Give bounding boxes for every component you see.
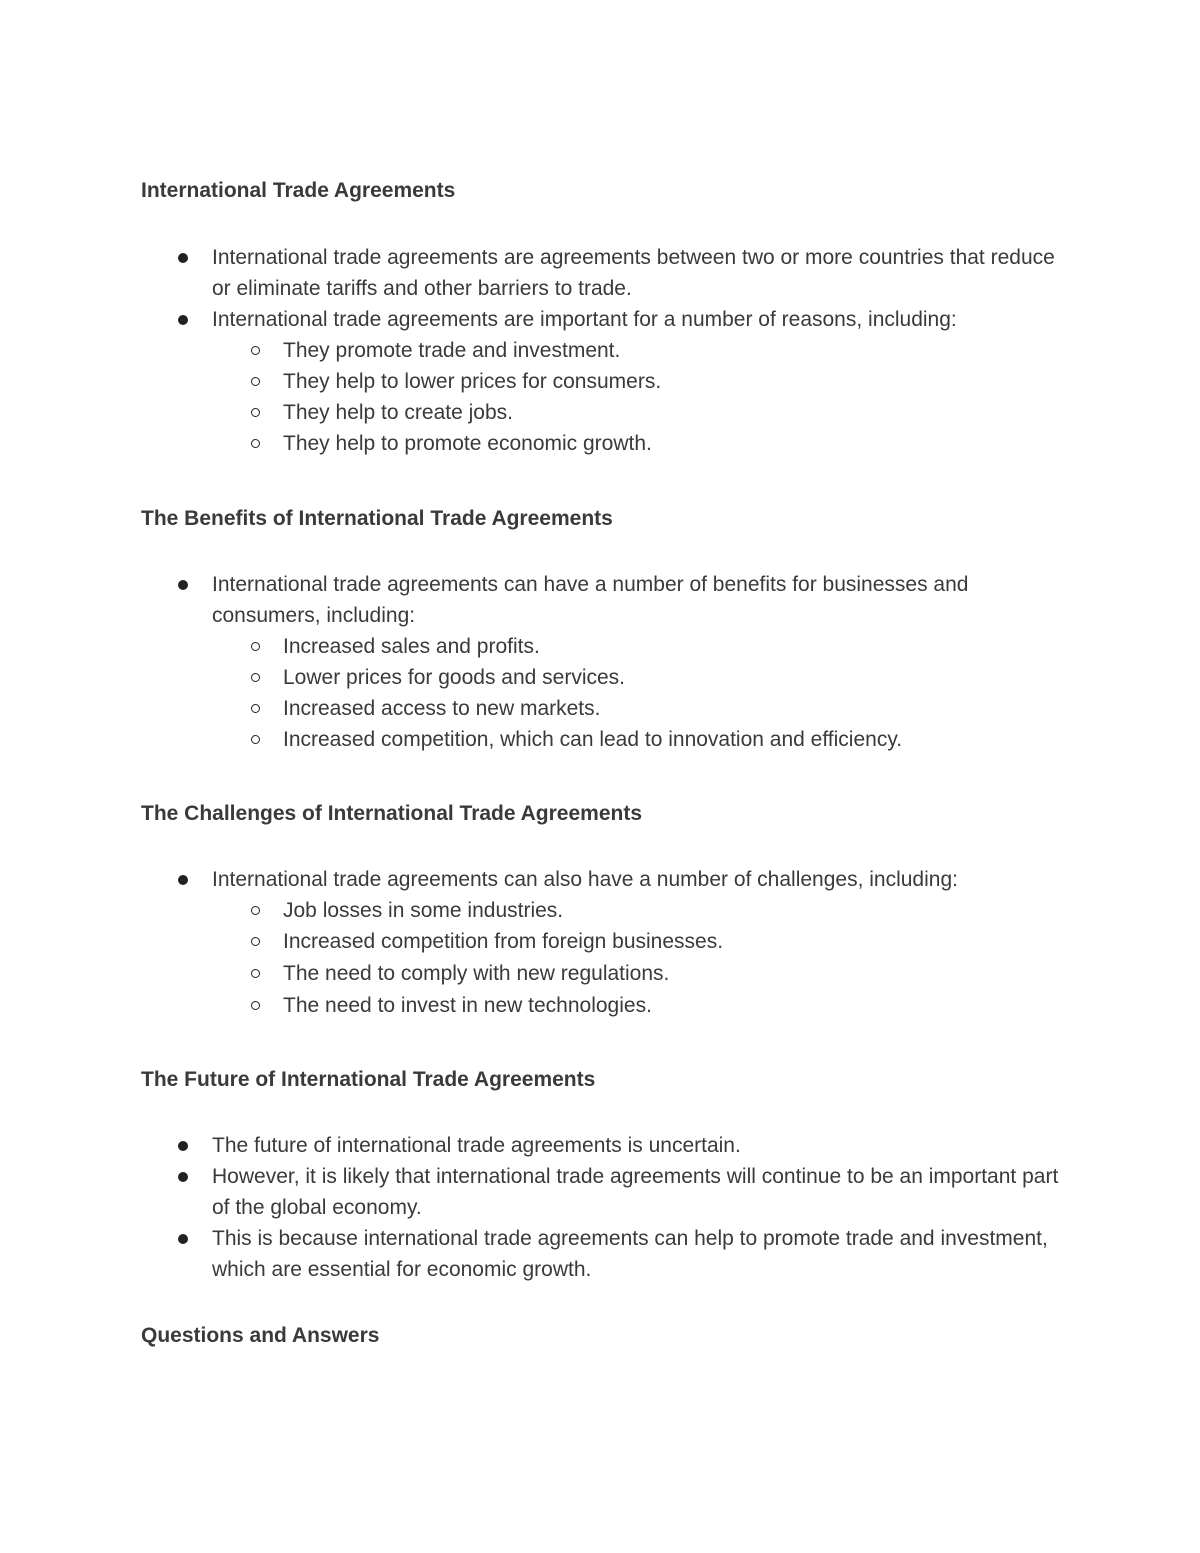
sub-list-item-text: They help to promote economic growth. (283, 432, 652, 455)
list-item-text: The future of international trade agreements is uncertain. (212, 1134, 741, 1157)
sub-list-item-text: They help to lower prices for consumers. (283, 370, 662, 393)
hollow-bullet-icon (251, 377, 260, 386)
sub-list-item (283, 397, 1083, 428)
sub-list-item (283, 693, 1083, 724)
sub-list-item-text: Lower prices for goods and services. (283, 666, 625, 689)
hollow-bullet-icon (251, 906, 260, 915)
list-item (212, 1223, 1072, 1285)
list-item (212, 1161, 1072, 1223)
sub-list-item (283, 366, 1083, 397)
sub-list-item (283, 335, 1083, 366)
section-title-benefits: The Benefits of International Trade Agreements (141, 507, 613, 530)
list-item-text: International trade agreements can have a number of benefits for businesses and consumers, including: (212, 573, 969, 627)
list-item (212, 569, 1072, 631)
sub-list-item-text: Increased competition, which can lead to innovation and efficiency. (283, 728, 903, 751)
sub-list-item (283, 724, 1083, 755)
bullet-icon (178, 1234, 188, 1244)
hollow-bullet-icon (251, 673, 260, 682)
sub-list-item-text: They help to create jobs. (283, 401, 513, 424)
list-item (212, 1130, 1072, 1161)
list-item-text: However, it is likely that international trade agreements will continue to be an important part of the global economy. (212, 1165, 1059, 1219)
bullet-icon (178, 580, 188, 590)
bullet-icon (178, 253, 188, 263)
list-item (212, 304, 1072, 335)
sub-list-item-text: Job losses in some industries. (283, 899, 564, 922)
list-item-text: This is because international trade agreements can help to promote trade and investment, which are essential for economic growth. (212, 1227, 1048, 1281)
list-item (212, 864, 1072, 895)
sub-list-item-text: The need to invest in new technologies. (283, 994, 652, 1017)
sub-list-item (283, 926, 1083, 957)
sub-list-item (283, 631, 1083, 662)
list-item (212, 242, 1072, 304)
hollow-bullet-icon (251, 439, 260, 448)
list-item-text: International trade agreements are agreements between two or more countries that reduce or eliminate tariffs and other barriers to trade. (212, 246, 1055, 300)
sub-list-item-text: The need to comply with new regulations. (283, 962, 670, 985)
hollow-bullet-icon (251, 408, 260, 417)
hollow-bullet-icon (251, 1001, 260, 1010)
sub-list-item-text: They promote trade and investment. (283, 339, 621, 362)
hollow-bullet-icon (251, 642, 260, 651)
hollow-bullet-icon (251, 937, 260, 946)
hollow-bullet-icon (251, 969, 260, 978)
list-item-text: International trade agreements can also have a number of challenges, including: (212, 868, 958, 891)
sub-list-item-text: Increased access to new markets. (283, 697, 601, 720)
sub-list-item-text: Increased competition from foreign businesses. (283, 930, 724, 953)
section-title-questions: Questions and Answers (141, 1324, 380, 1347)
section-title-future: The Future of International Trade Agreements (141, 1068, 596, 1091)
bullet-icon (178, 1172, 188, 1182)
hollow-bullet-icon (251, 346, 260, 355)
sub-list-item (283, 662, 1083, 693)
sub-list-item (283, 990, 1083, 1021)
sub-list-item (283, 428, 1083, 459)
sub-list-item-text: Increased sales and profits. (283, 635, 540, 658)
section-title-challenges: The Challenges of International Trade Agreements (141, 802, 642, 825)
list-item-text: International trade agreements are important for a number of reasons, including: (212, 308, 957, 331)
sub-list-item (283, 958, 1083, 989)
hollow-bullet-icon (251, 704, 260, 713)
bullet-icon (178, 875, 188, 885)
sub-list-item (283, 895, 1083, 926)
hollow-bullet-icon (251, 735, 260, 744)
section-title-trade-agreements: International Trade Agreements (141, 179, 456, 202)
bullet-icon (178, 1141, 188, 1151)
bullet-icon (178, 315, 188, 325)
